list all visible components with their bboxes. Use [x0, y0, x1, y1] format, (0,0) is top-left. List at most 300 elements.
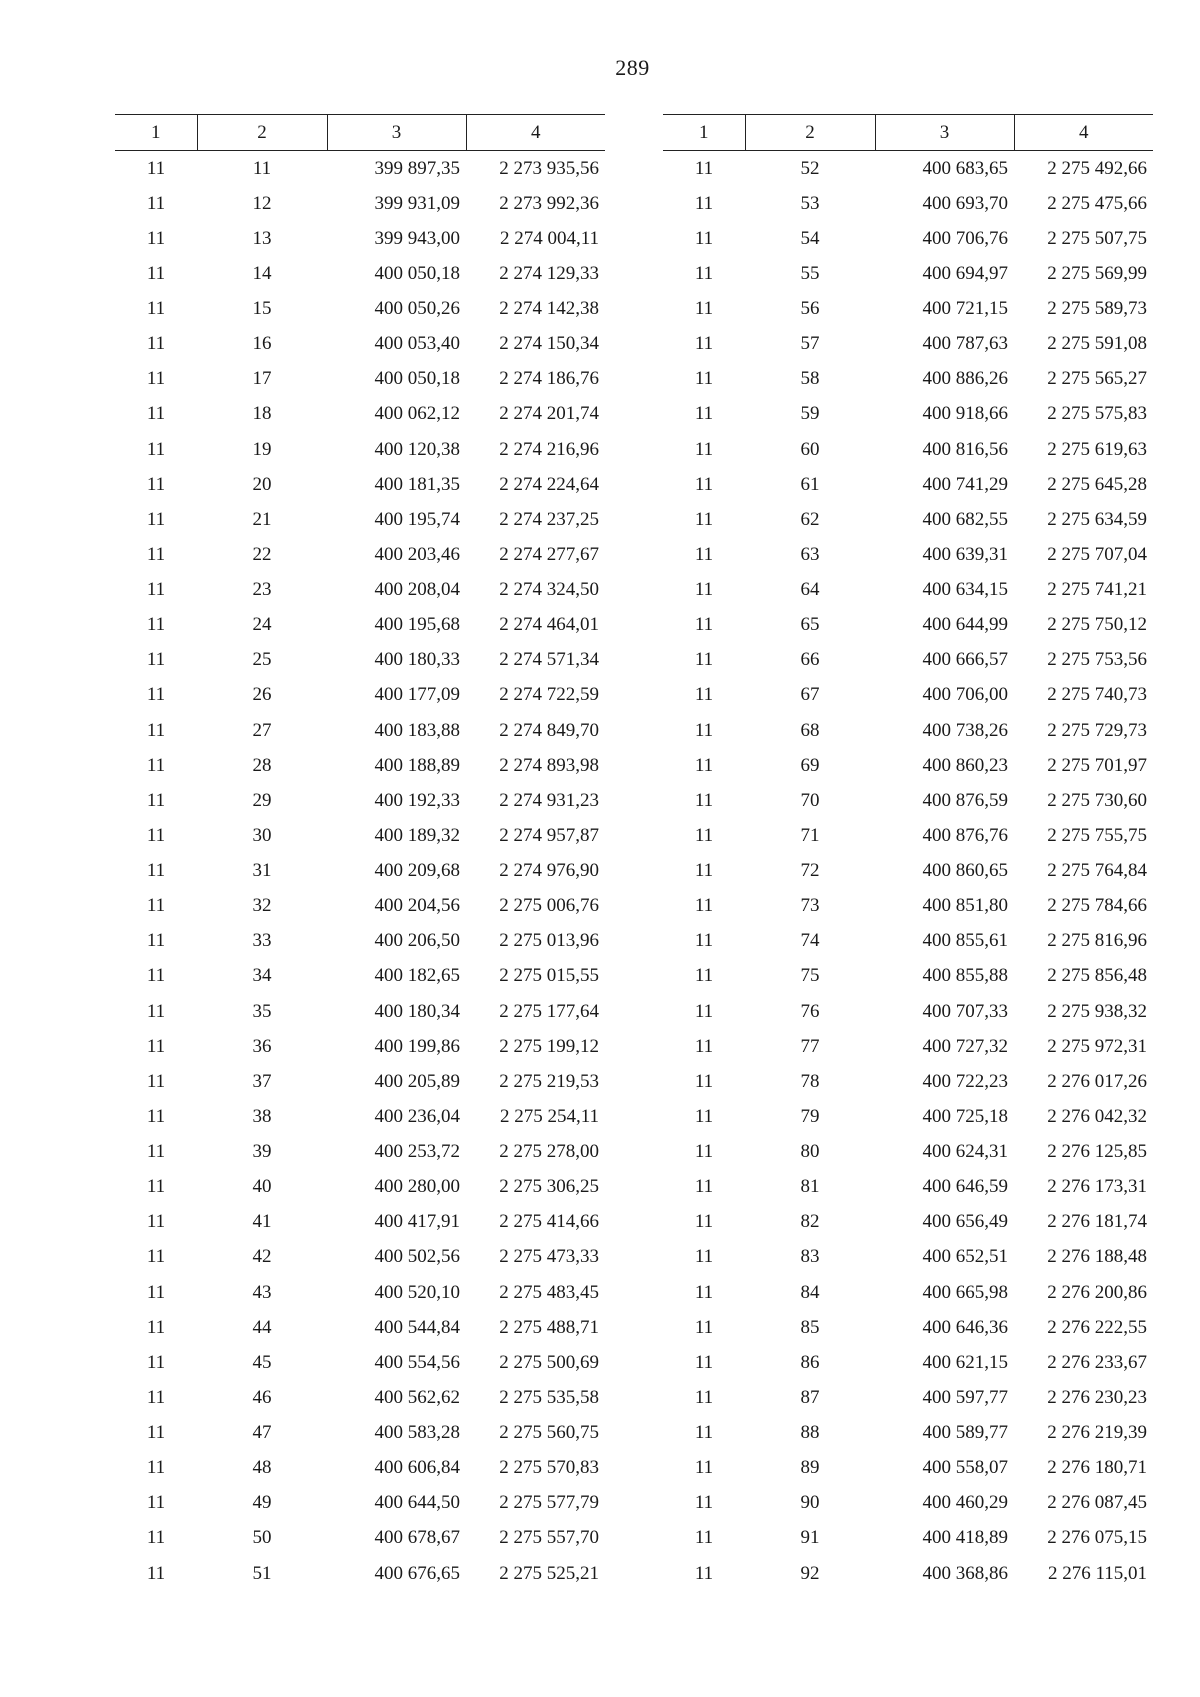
- cell-x-coordinate: 399 931,09: [374, 192, 460, 214]
- cell-point-number: 31: [252, 860, 272, 882]
- header-row: [663, 115, 1153, 151]
- table-row: [115, 1135, 605, 1170]
- cell-y-coordinate: 2 276 219,39: [1047, 1422, 1147, 1444]
- cell-point-number: 43: [252, 1281, 272, 1303]
- cell-x-coordinate: 400 205,89: [374, 1070, 460, 1092]
- cell-zone: 11: [146, 930, 166, 952]
- cell-point-number: 12: [252, 192, 272, 214]
- cell-x-coordinate: 400 253,72: [374, 1141, 460, 1163]
- table-row: [115, 1170, 605, 1205]
- table-row: [115, 1029, 605, 1064]
- table-body: [115, 151, 605, 1592]
- cell-point-number: 39: [252, 1141, 272, 1163]
- cell-y-coordinate: 2 275 560,75: [499, 1422, 599, 1444]
- table-row: [115, 713, 605, 748]
- cell-zone: 11: [146, 227, 166, 249]
- cell-y-coordinate: 2 275 730,60: [1047, 789, 1147, 811]
- cell-y-coordinate: 2 275 507,75: [1047, 227, 1147, 249]
- cell-zone: 11: [694, 192, 714, 214]
- cell-zone: 11: [146, 1457, 166, 1479]
- cell-point-number: 66: [800, 649, 820, 671]
- cell-y-coordinate: 2 275 741,21: [1047, 579, 1147, 601]
- cell-x-coordinate: 400 199,86: [374, 1035, 460, 1057]
- table-row: [663, 678, 1153, 713]
- table-row: [115, 818, 605, 853]
- cell-point-number: 13: [252, 227, 272, 249]
- cell-point-number: 42: [252, 1246, 272, 1268]
- table-row: [115, 678, 605, 713]
- table-row: [663, 397, 1153, 432]
- column-header-1: 1: [115, 115, 197, 151]
- cell-point-number: 81: [800, 1176, 820, 1198]
- cell-point-number: 84: [800, 1281, 820, 1303]
- cell-zone: 11: [146, 508, 166, 530]
- cell-x-coordinate: 400 787,63: [922, 333, 1008, 355]
- cell-x-coordinate: 400 050,18: [374, 368, 460, 390]
- table-row: [663, 1275, 1153, 1310]
- cell-point-number: 47: [252, 1422, 272, 1444]
- cell-x-coordinate: 400 707,33: [922, 1000, 1008, 1022]
- cell-x-coordinate: 400 182,65: [374, 965, 460, 987]
- cell-x-coordinate: 400 583,28: [374, 1422, 460, 1444]
- cell-zone: 11: [146, 684, 166, 706]
- cell-y-coordinate: 2 276 181,74: [1047, 1211, 1147, 1233]
- cell-point-number: 33: [252, 930, 272, 952]
- column-header-3: 3: [327, 115, 466, 151]
- cell-x-coordinate: 400 368,86: [922, 1562, 1008, 1584]
- table-row: [115, 362, 605, 397]
- cell-point-number: 22: [252, 543, 272, 565]
- cell-point-number: 34: [252, 965, 272, 987]
- cell-x-coordinate: 400 706,76: [922, 227, 1008, 249]
- table-row: [663, 1345, 1153, 1380]
- cell-zone: 11: [146, 965, 166, 987]
- cell-y-coordinate: 2 273 935,56: [499, 157, 599, 179]
- cell-y-coordinate: 2 275 500,69: [499, 1351, 599, 1373]
- table-row: [115, 1099, 605, 1134]
- cell-zone: 11: [146, 438, 166, 460]
- cell-x-coordinate: 400 624,31: [922, 1141, 1008, 1163]
- cell-y-coordinate: 2 275 177,64: [499, 1000, 599, 1022]
- cell-y-coordinate: 2 275 589,73: [1047, 298, 1147, 320]
- cell-point-number: 19: [252, 438, 272, 460]
- cell-zone: 11: [694, 1386, 714, 1408]
- cell-x-coordinate: 400 666,57: [922, 649, 1008, 671]
- cell-y-coordinate: 2 275 701,97: [1047, 754, 1147, 776]
- cell-zone: 11: [694, 508, 714, 530]
- table-row: [115, 1486, 605, 1521]
- cell-zone: 11: [694, 1492, 714, 1514]
- cell-y-coordinate: 2 276 180,71: [1047, 1457, 1147, 1479]
- table-row: [663, 1135, 1153, 1170]
- table-row: [115, 256, 605, 291]
- cell-y-coordinate: 2 275 570,83: [499, 1457, 599, 1479]
- cell-x-coordinate: 400 721,15: [922, 298, 1008, 320]
- cell-point-number: 54: [800, 227, 820, 249]
- cell-point-number: 65: [800, 614, 820, 636]
- cell-x-coordinate: 400 206,50: [374, 930, 460, 952]
- cell-zone: 11: [694, 157, 714, 179]
- table-row: [663, 221, 1153, 256]
- table-row: [663, 292, 1153, 327]
- cell-x-coordinate: 400 417,91: [374, 1211, 460, 1233]
- cell-point-number: 74: [800, 930, 820, 952]
- table-row: [663, 1416, 1153, 1451]
- cell-y-coordinate: 2 275 557,70: [499, 1527, 599, 1549]
- cell-y-coordinate: 2 276 115,01: [1047, 1562, 1147, 1584]
- table-row: [115, 292, 605, 327]
- cell-x-coordinate: 400 177,09: [374, 684, 460, 706]
- cell-x-coordinate: 400 725,18: [922, 1105, 1008, 1127]
- cell-point-number: 68: [800, 719, 820, 741]
- cell-x-coordinate: 400 693,70: [922, 192, 1008, 214]
- cell-x-coordinate: 400 644,50: [374, 1492, 460, 1514]
- cell-x-coordinate: 400 876,59: [922, 789, 1008, 811]
- cell-y-coordinate: 2 275 753,56: [1047, 649, 1147, 671]
- cell-y-coordinate: 2 275 254,11: [499, 1105, 599, 1127]
- cell-y-coordinate: 2 274 464,01: [499, 614, 599, 636]
- cell-zone: 11: [694, 438, 714, 460]
- cell-zone: 11: [694, 1562, 714, 1584]
- cell-zone: 11: [146, 860, 166, 882]
- cell-x-coordinate: 399 943,00: [374, 227, 460, 249]
- cell-y-coordinate: 2 275 856,48: [1047, 965, 1147, 987]
- table-row: [115, 1345, 605, 1380]
- cell-y-coordinate: 2 274 324,50: [499, 579, 599, 601]
- cell-point-number: 82: [800, 1211, 820, 1233]
- cell-y-coordinate: 2 275 577,79: [499, 1492, 599, 1514]
- table-row: [115, 186, 605, 221]
- table-row: [115, 959, 605, 994]
- cell-point-number: 21: [252, 508, 272, 530]
- cell-point-number: 59: [800, 403, 820, 425]
- cell-point-number: 11: [252, 157, 272, 179]
- cell-x-coordinate: 400 876,76: [922, 824, 1008, 846]
- cell-y-coordinate: 2 275 784,66: [1047, 895, 1147, 917]
- cell-zone: 11: [146, 1070, 166, 1092]
- cell-zone: 11: [694, 227, 714, 249]
- table-row: [663, 573, 1153, 608]
- table-row: [663, 327, 1153, 362]
- cell-point-number: 55: [800, 262, 820, 284]
- cell-y-coordinate: 2 274 004,11: [499, 227, 599, 249]
- cell-zone: 11: [146, 1386, 166, 1408]
- cell-zone: 11: [694, 262, 714, 284]
- cell-point-number: 78: [800, 1070, 820, 1092]
- cell-zone: 11: [146, 895, 166, 917]
- cell-x-coordinate: 400 280,00: [374, 1176, 460, 1198]
- cell-zone: 11: [146, 298, 166, 320]
- table-row: [115, 1275, 605, 1310]
- table-row: [115, 1205, 605, 1240]
- cell-x-coordinate: 400 188,89: [374, 754, 460, 776]
- cell-y-coordinate: 2 276 075,15: [1047, 1527, 1147, 1549]
- cell-x-coordinate: 400 195,74: [374, 508, 460, 530]
- cell-x-coordinate: 400 918,66: [922, 403, 1008, 425]
- table-row: [115, 573, 605, 608]
- cell-y-coordinate: 2 275 015,55: [499, 965, 599, 987]
- cell-y-coordinate: 2 274 277,67: [499, 543, 599, 565]
- cell-point-number: 76: [800, 1000, 820, 1022]
- cell-x-coordinate: 400 727,32: [922, 1035, 1008, 1057]
- cell-x-coordinate: 400 050,18: [374, 262, 460, 284]
- cell-y-coordinate: 2 274 150,34: [499, 333, 599, 355]
- table-row: [115, 221, 605, 256]
- cell-point-number: 64: [800, 579, 820, 601]
- cell-zone: 11: [694, 719, 714, 741]
- cell-x-coordinate: 400 722,23: [922, 1070, 1008, 1092]
- cell-zone: 11: [694, 824, 714, 846]
- cell-point-number: 50: [252, 1527, 272, 1549]
- cell-y-coordinate: 2 274 216,96: [499, 438, 599, 460]
- cell-point-number: 18: [252, 403, 272, 425]
- cell-zone: 11: [146, 333, 166, 355]
- cell-x-coordinate: 400 053,40: [374, 333, 460, 355]
- cell-zone: 11: [146, 1035, 166, 1057]
- table-row: [663, 924, 1153, 959]
- table-row: [115, 1416, 605, 1451]
- cell-point-number: 86: [800, 1351, 820, 1373]
- table-row: [663, 994, 1153, 1029]
- cell-point-number: 77: [800, 1035, 820, 1057]
- cell-point-number: 71: [800, 824, 820, 846]
- cell-zone: 11: [146, 1562, 166, 1584]
- column-header-4: 4: [1014, 115, 1153, 151]
- table-row: [663, 783, 1153, 818]
- cell-zone: 11: [146, 1141, 166, 1163]
- cell-x-coordinate: 400 558,07: [922, 1457, 1008, 1479]
- table-row: [663, 1064, 1153, 1099]
- table-row: [663, 1240, 1153, 1275]
- cell-y-coordinate: 2 275 492,66: [1047, 157, 1147, 179]
- cell-zone: 11: [146, 614, 166, 636]
- cell-y-coordinate: 2 274 129,33: [499, 262, 599, 284]
- cell-zone: 11: [694, 860, 714, 882]
- cell-zone: 11: [146, 1211, 166, 1233]
- cell-x-coordinate: 400 855,61: [922, 930, 1008, 952]
- cell-y-coordinate: 2 275 575,83: [1047, 403, 1147, 425]
- table-body: [663, 151, 1153, 1592]
- cell-point-number: 38: [252, 1105, 272, 1127]
- cell-x-coordinate: 400 062,12: [374, 403, 460, 425]
- cell-zone: 11: [694, 1105, 714, 1127]
- cell-point-number: 83: [800, 1246, 820, 1268]
- table-row: [663, 467, 1153, 502]
- cell-point-number: 28: [252, 754, 272, 776]
- table-row: [663, 1521, 1153, 1556]
- cell-point-number: 89: [800, 1457, 820, 1479]
- cell-zone: 11: [146, 543, 166, 565]
- cell-point-number: 53: [800, 192, 820, 214]
- cell-point-number: 41: [252, 1211, 272, 1233]
- cell-point-number: 92: [800, 1562, 820, 1584]
- cell-x-coordinate: 400 646,36: [922, 1316, 1008, 1338]
- table-row: [115, 397, 605, 432]
- cell-zone: 11: [146, 719, 166, 741]
- cell-x-coordinate: 400 741,29: [922, 473, 1008, 495]
- table-row: [663, 959, 1153, 994]
- cell-point-number: 67: [800, 684, 820, 706]
- cell-zone: 11: [694, 1422, 714, 1444]
- table-row: [663, 1380, 1153, 1415]
- cell-zone: 11: [146, 1000, 166, 1022]
- table-row: [663, 1170, 1153, 1205]
- cell-point-number: 20: [252, 473, 272, 495]
- cell-y-coordinate: 2 275 707,04: [1047, 543, 1147, 565]
- cell-y-coordinate: 2 275 475,66: [1047, 192, 1147, 214]
- cell-x-coordinate: 400 562,62: [374, 1386, 460, 1408]
- table-row: [663, 432, 1153, 467]
- cell-zone: 11: [146, 824, 166, 846]
- cell-point-number: 73: [800, 895, 820, 917]
- cell-zone: 11: [694, 789, 714, 811]
- cell-y-coordinate: 2 274 893,98: [499, 754, 599, 776]
- cell-y-coordinate: 2 274 224,64: [499, 473, 599, 495]
- cell-y-coordinate: 2 275 483,45: [499, 1281, 599, 1303]
- cell-zone: 11: [694, 965, 714, 987]
- cell-point-number: 23: [252, 579, 272, 601]
- cell-x-coordinate: 400 189,32: [374, 824, 460, 846]
- cell-zone: 11: [146, 1246, 166, 1268]
- table-row: [115, 432, 605, 467]
- table-row: [663, 748, 1153, 783]
- cell-zone: 11: [694, 1351, 714, 1373]
- cell-x-coordinate: 400 183,88: [374, 719, 460, 741]
- table-row: [663, 1556, 1153, 1591]
- cell-x-coordinate: 400 208,04: [374, 579, 460, 601]
- cell-point-number: 60: [800, 438, 820, 460]
- cell-zone: 11: [146, 473, 166, 495]
- cell-x-coordinate: 400 683,65: [922, 157, 1008, 179]
- cell-x-coordinate: 400 652,51: [922, 1246, 1008, 1268]
- cell-y-coordinate: 2 275 278,00: [499, 1141, 599, 1163]
- cell-y-coordinate: 2 273 992,36: [499, 192, 599, 214]
- cell-zone: 11: [146, 649, 166, 671]
- cell-zone: 11: [694, 930, 714, 952]
- cell-y-coordinate: 2 274 849,70: [499, 719, 599, 741]
- cell-y-coordinate: 2 275 006,76: [499, 895, 599, 917]
- cell-x-coordinate: 400 554,56: [374, 1351, 460, 1373]
- cell-zone: 11: [146, 1527, 166, 1549]
- cell-point-number: 72: [800, 860, 820, 882]
- column-header-1: 1: [663, 115, 745, 151]
- table-row: [115, 854, 605, 889]
- table-row: [115, 994, 605, 1029]
- cell-zone: 11: [694, 1246, 714, 1268]
- table-row: [115, 1380, 605, 1415]
- cell-y-coordinate: 2 275 535,58: [499, 1386, 599, 1408]
- table-row: [663, 502, 1153, 537]
- cell-zone: 11: [694, 1281, 714, 1303]
- table-row: [115, 748, 605, 783]
- table-row: [115, 1521, 605, 1556]
- cell-y-coordinate: 2 275 938,32: [1047, 1000, 1147, 1022]
- table-row: [115, 889, 605, 924]
- cell-point-number: 61: [800, 473, 820, 495]
- cell-y-coordinate: 2 276 230,23: [1047, 1386, 1147, 1408]
- cell-y-coordinate: 2 274 142,38: [499, 298, 599, 320]
- cell-zone: 11: [146, 1281, 166, 1303]
- cell-y-coordinate: 2 275 816,96: [1047, 930, 1147, 952]
- table-row: [663, 713, 1153, 748]
- table-row: [663, 1486, 1153, 1521]
- cell-point-number: 14: [252, 262, 272, 284]
- cell-point-number: 70: [800, 789, 820, 811]
- cell-zone: 11: [694, 473, 714, 495]
- cell-point-number: 88: [800, 1422, 820, 1444]
- cell-x-coordinate: 400 682,55: [922, 508, 1008, 530]
- cell-zone: 11: [146, 1176, 166, 1198]
- cell-point-number: 24: [252, 614, 272, 636]
- cell-point-number: 32: [252, 895, 272, 917]
- cell-x-coordinate: 400 656,49: [922, 1211, 1008, 1233]
- table-row: [115, 467, 605, 502]
- cell-point-number: 91: [800, 1527, 820, 1549]
- cell-point-number: 79: [800, 1105, 820, 1127]
- cell-zone: 11: [694, 368, 714, 390]
- cell-y-coordinate: 2 276 200,86: [1047, 1281, 1147, 1303]
- cell-point-number: 40: [252, 1176, 272, 1198]
- cell-y-coordinate: 2 275 750,12: [1047, 614, 1147, 636]
- cell-x-coordinate: 400 644,99: [922, 614, 1008, 636]
- coordinates-table-left: [115, 114, 605, 1591]
- table-row: [115, 924, 605, 959]
- cell-x-coordinate: 400 706,00: [922, 684, 1008, 706]
- cell-x-coordinate: 400 050,26: [374, 298, 460, 320]
- cell-point-number: 80: [800, 1141, 820, 1163]
- table-row: [663, 1451, 1153, 1486]
- cell-x-coordinate: 400 544,84: [374, 1316, 460, 1338]
- cell-y-coordinate: 2 276 233,67: [1047, 1351, 1147, 1373]
- cell-zone: 11: [694, 1141, 714, 1163]
- cell-zone: 11: [146, 192, 166, 214]
- cell-point-number: 90: [800, 1492, 820, 1514]
- cell-point-number: 26: [252, 684, 272, 706]
- table-row: [663, 151, 1153, 187]
- cell-point-number: 29: [252, 789, 272, 811]
- cell-x-coordinate: 400 120,38: [374, 438, 460, 460]
- cell-zone: 11: [694, 1211, 714, 1233]
- table-row: [663, 818, 1153, 853]
- cell-zone: 11: [694, 1176, 714, 1198]
- cell-y-coordinate: 2 275 306,25: [499, 1176, 599, 1198]
- cell-x-coordinate: 400 192,33: [374, 789, 460, 811]
- cell-x-coordinate: 400 860,23: [922, 754, 1008, 776]
- cell-zone: 11: [146, 579, 166, 601]
- cell-point-number: 48: [252, 1457, 272, 1479]
- column-header-2: 2: [745, 115, 875, 151]
- table-row: [663, 362, 1153, 397]
- cell-zone: 11: [146, 1492, 166, 1514]
- column-header-4: 4: [466, 115, 605, 151]
- cell-zone: 11: [694, 895, 714, 917]
- cell-x-coordinate: 400 597,77: [922, 1386, 1008, 1408]
- cell-y-coordinate: 2 274 976,90: [499, 860, 599, 882]
- cell-zone: 11: [694, 1000, 714, 1022]
- cell-y-coordinate: 2 275 199,12: [499, 1035, 599, 1057]
- cell-y-coordinate: 2 275 591,08: [1047, 333, 1147, 355]
- page-number: 289: [615, 55, 650, 80]
- cell-x-coordinate: 400 816,56: [922, 438, 1008, 460]
- cell-point-number: 51: [252, 1562, 272, 1584]
- table-row: [663, 608, 1153, 643]
- cell-y-coordinate: 2 276 017,26: [1047, 1070, 1147, 1092]
- cell-zone: 11: [694, 684, 714, 706]
- cell-x-coordinate: 400 646,59: [922, 1176, 1008, 1198]
- table-header: [663, 115, 1153, 151]
- cell-y-coordinate: 2 274 186,76: [499, 368, 599, 390]
- cell-y-coordinate: 2 276 087,45: [1047, 1492, 1147, 1514]
